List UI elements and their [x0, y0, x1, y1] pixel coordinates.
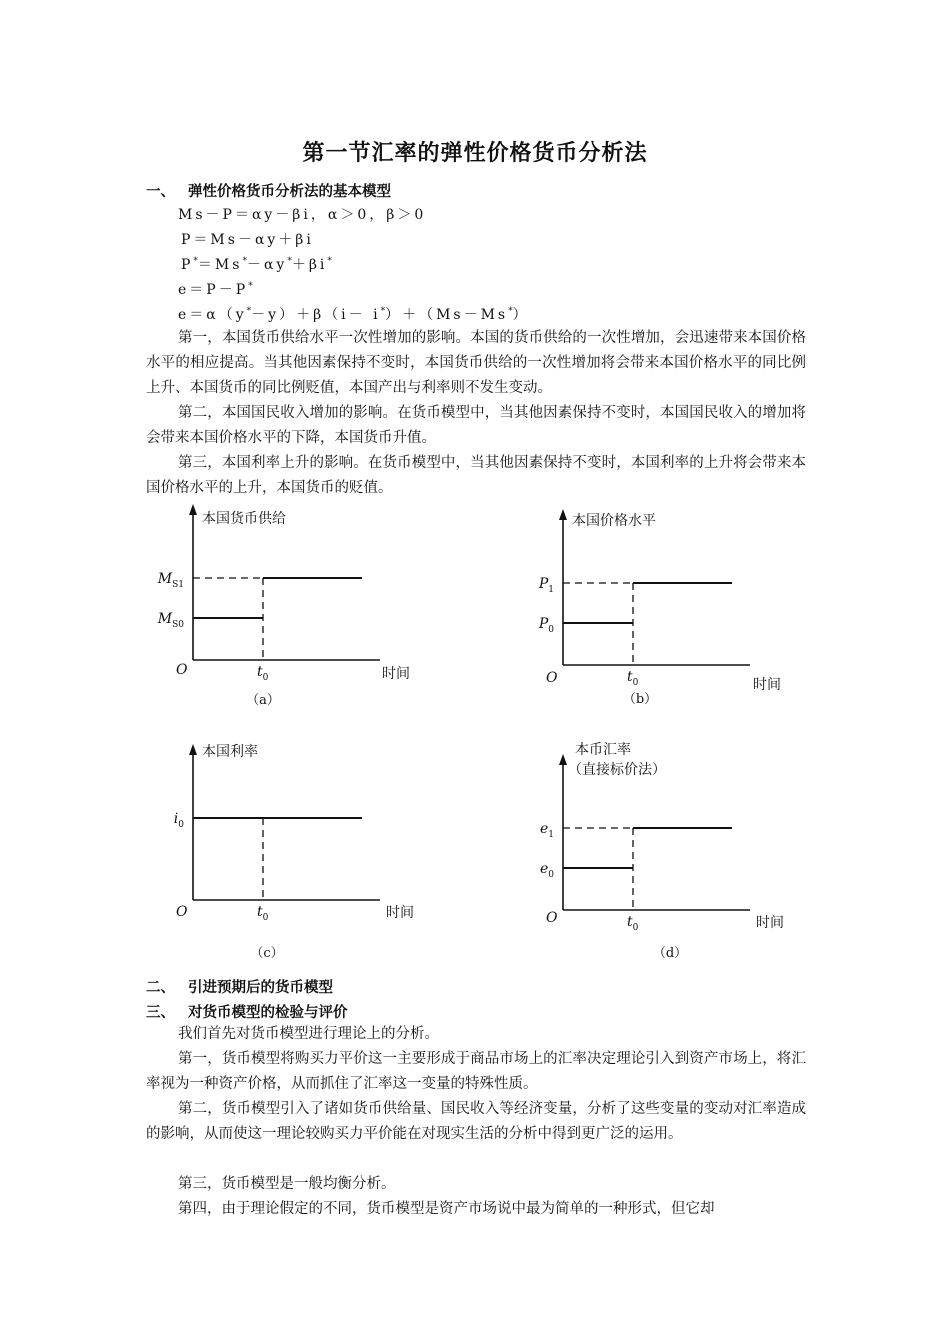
equation-star: *	[242, 256, 247, 267]
level-label-high	[540, 821, 554, 840]
equation-star: *	[380, 306, 386, 317]
x-axis-label: 时间	[753, 677, 781, 693]
equation-text: Ms－P＝αy－βi，α＞0，β＞0	[178, 207, 427, 223]
section-number: 三、	[146, 1005, 175, 1021]
t-main: t	[627, 914, 633, 930]
equation-part: e＝α（y	[178, 307, 247, 323]
paragraph-2: 第二，本国国民收入增加的影响。在货币模型中，当其他因素保持不变时，本国国民收入的增加将会带来本国价格水平的下降，本国货币升值。	[146, 405, 806, 446]
y-axis-arrow	[559, 509, 567, 520]
level-main: e	[539, 821, 549, 837]
paragraph-4: 我们首先对货币模型进行理论上的分析。	[178, 1026, 439, 1042]
level-label-high	[157, 571, 184, 590]
section-number: 一、	[146, 184, 175, 200]
t-sub: 0	[632, 678, 639, 688]
equation-star: *	[287, 256, 292, 267]
level-sub: 0	[548, 625, 554, 635]
section-text: 对货币模型的检验与评价	[188, 1005, 348, 1021]
equation-2	[181, 229, 314, 249]
chart-caption: （a）	[246, 693, 280, 708]
equation-part: ＋βi	[291, 257, 328, 273]
equation-part: P	[181, 257, 194, 273]
equation-5	[178, 304, 530, 324]
y-axis-arrow	[189, 744, 197, 755]
y-axis-label: 本国货币供给	[202, 511, 286, 527]
chart-price-level	[520, 505, 820, 720]
page-title: 第一节汇率的弹性价格货币分析法	[302, 141, 648, 166]
equation-3	[181, 254, 332, 274]
x-axis-label: 时间	[386, 905, 414, 921]
section-text: 弹性价格货币分析法的基本模型	[188, 184, 391, 200]
level-main: M	[157, 611, 173, 627]
y-axis-label: 本国利率	[202, 744, 258, 760]
level-sub: 0	[178, 820, 184, 830]
origin-label: O	[546, 910, 558, 926]
level-sub: S0	[172, 620, 184, 630]
level-sub: S1	[172, 580, 184, 590]
chart-caption: （b）	[622, 692, 658, 707]
chart-money-supply	[150, 500, 450, 715]
level-sub: 0	[548, 870, 554, 880]
equation-part: ＝Ms	[197, 257, 243, 273]
t0-label	[257, 904, 269, 923]
x-axis-label: 时间	[382, 666, 410, 682]
origin-label: O	[176, 904, 188, 920]
y-axis-label: 本币汇率	[575, 742, 631, 758]
equation-part: e＝P－P	[178, 282, 249, 298]
equation-star: *	[193, 256, 198, 267]
level-label-high	[538, 576, 554, 595]
chart-exchange-rate	[520, 742, 820, 965]
chart-caption: （d）	[652, 946, 688, 961]
equation-part: －αy	[246, 257, 288, 273]
t-sub: 0	[632, 923, 639, 933]
equation-4	[178, 279, 253, 299]
section-heading-3	[146, 1001, 348, 1022]
origin-label: O	[176, 662, 188, 678]
t-main: t	[257, 664, 263, 680]
paragraph-3: 第三，本国利率上升的影响。在货币模型中，当其他因素保持不变时，本国利率的上升将会带来本国价格水平的上升，本国货币的贬值。	[146, 455, 806, 496]
level-label-high	[174, 811, 184, 830]
equation-part: －y）＋β（i－ i	[251, 307, 381, 323]
level-main: P	[538, 616, 549, 632]
paragraph-1: 第一，本国货币供给水平一次性增加的影响。本国的货币供给的一次性增加，会迅速带来本国价格水平的相应提高。当其他因素保持不变时，本国货币供给的一次性增加将会带来本国价格水平的同比例上升、本国货币的同比例贬值，本国产出与利率则不发生变动。	[146, 330, 806, 396]
t-main: t	[627, 669, 633, 685]
t0-label	[627, 669, 639, 688]
section-text: 引进预期后的货币模型	[188, 980, 333, 996]
origin-label: O	[546, 670, 558, 686]
section-heading-2	[146, 976, 333, 997]
t0-label	[257, 664, 269, 683]
equation-star: *	[246, 306, 252, 317]
paragraph-5: 第一，货币模型将购买力平价这一主要形成于商品市场上的汇率决定理论引入到资产市场上，将汇率视为一种资产价格，从而抓住了汇率这一变量的特殊性质。	[146, 1051, 806, 1092]
equation-part: ）	[512, 307, 530, 323]
section-heading-1	[146, 180, 391, 201]
t-sub: 0	[262, 673, 269, 683]
y-axis-label: 本国价格水平	[572, 513, 656, 529]
level-sub: 1	[548, 585, 554, 595]
paragraph-8: 第四，由于理论假定的不同，货币模型是资产市场说中最为简单的一种形式，但它却	[178, 1201, 715, 1217]
y-axis-arrow	[559, 754, 567, 765]
equation-text: P＝Ms－αy＋βi	[181, 232, 314, 248]
equation-star: *	[508, 306, 513, 317]
section-number: 二、	[146, 980, 175, 996]
level-main: i	[173, 811, 179, 827]
level-label-low	[157, 611, 185, 630]
level-main: M	[157, 571, 173, 587]
equation-1	[178, 204, 426, 224]
level-label-low	[538, 616, 554, 635]
t0-label	[627, 914, 639, 933]
y-axis-label-2: （直接标价法）	[568, 762, 666, 778]
level-main: e	[539, 861, 549, 877]
paragraph-6: 第二，货币模型引入了诸如货币供给量、国民收入等经济变量，分析了这些变量的变动对汇率造成的影响，从而使这一理论较购买力平价能在对现实生活的分析中得到更广泛的运用。	[146, 1101, 806, 1142]
chart-interest-rate	[150, 740, 450, 965]
level-label-low	[540, 861, 554, 880]
t-main: t	[257, 904, 263, 920]
level-main: P	[538, 576, 549, 592]
y-axis-arrow	[189, 504, 197, 515]
chart-caption: （c）	[250, 946, 284, 961]
equation-part: ）＋（Ms－Ms	[385, 307, 509, 323]
x-axis-label: 时间	[756, 915, 784, 931]
paragraph-7: 第三，货币模型是一般均衡分析。	[178, 1176, 396, 1192]
t-sub: 0	[262, 913, 269, 923]
level-sub: 1	[548, 830, 554, 840]
equation-star: *	[248, 281, 253, 292]
equation-star: *	[327, 256, 332, 267]
